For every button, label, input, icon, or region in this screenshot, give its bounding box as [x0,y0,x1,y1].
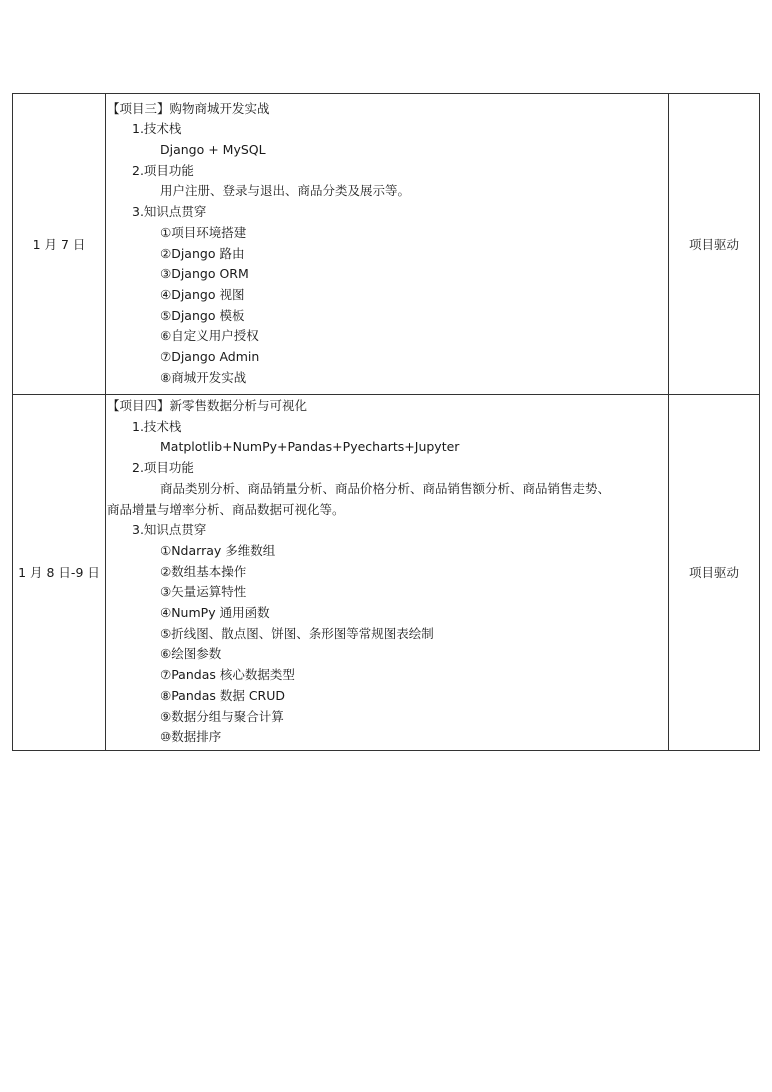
knowledge-point: ⑤Django 模板 [160,307,245,323]
knowledge-point: ②数组基本操作 [160,563,247,579]
date-cell: 1 月 7 日 [13,94,106,395]
knowledge-point: ①Ndarray 多维数组 [160,542,276,558]
content-cell [106,94,669,395]
section-heading-function: 2.项目功能 [132,460,194,476]
knowledge-point: ⑤折线图、散点图、饼图、条形图等常规图表绘制 [160,625,434,641]
table-row [13,94,760,395]
knowledge-point: ⑥自定义用户授权 [160,328,259,344]
teaching-method-cell: 项目驱动 [669,395,760,751]
knowledge-point: ②Django 路由 [160,245,245,261]
knowledge-point: ③矢量运算特性 [160,584,247,600]
knowledge-point: ④NumPy 通用函数 [160,605,270,621]
table-row [13,395,760,751]
knowledge-point: ⑨数据分组与聚合计算 [160,708,284,724]
knowledge-point: ①项目环境搭建 [160,224,247,240]
section-heading-tech: 1.技术栈 [132,418,182,434]
knowledge-point: ③Django ORM [160,266,249,282]
knowledge-point: ④Django 视图 [160,286,245,302]
function-description-continued: 商品增量与增率分析、商品数据可视化等。 [107,501,345,517]
knowledge-point: ⑩数据排序 [160,729,222,745]
knowledge-point: ⑧Pandas 数据 CRUD [160,687,286,703]
tech-stack: Matplotlib+NumPy+Pandas+Pyecharts+Jupyter [160,439,460,455]
section-heading-points: 3.知识点贯穿 [132,204,207,220]
function-description: 用户注册、登录与退出、商品分类及展示等。 [160,183,411,199]
date-cell: 1 月 8 日-9 日 [13,395,106,751]
section-heading-tech: 1.技术栈 [132,121,182,137]
section-heading-function: 2.项目功能 [132,162,194,178]
tech-stack: Django + MySQL [160,141,266,157]
knowledge-point: ⑧商城开发实战 [160,369,247,385]
knowledge-point: ⑦Pandas 核心数据类型 [160,667,295,683]
project-title: 【项目三】购物商城开发实战 [107,100,270,116]
knowledge-point: ⑦Django Admin [160,349,260,365]
schedule-table [12,93,760,751]
content-cell [106,395,669,751]
knowledge-point: ⑥绘图参数 [160,646,222,662]
function-description: 商品类别分析、商品销量分析、商品价格分析、商品销售额分析、商品销售走势、 [160,480,611,496]
section-heading-points: 3.知识点贯穿 [132,522,207,538]
project-title: 【项目四】新零售数据分析与可视化 [107,398,308,413]
teaching-method-cell: 项目驱动 [669,94,760,395]
